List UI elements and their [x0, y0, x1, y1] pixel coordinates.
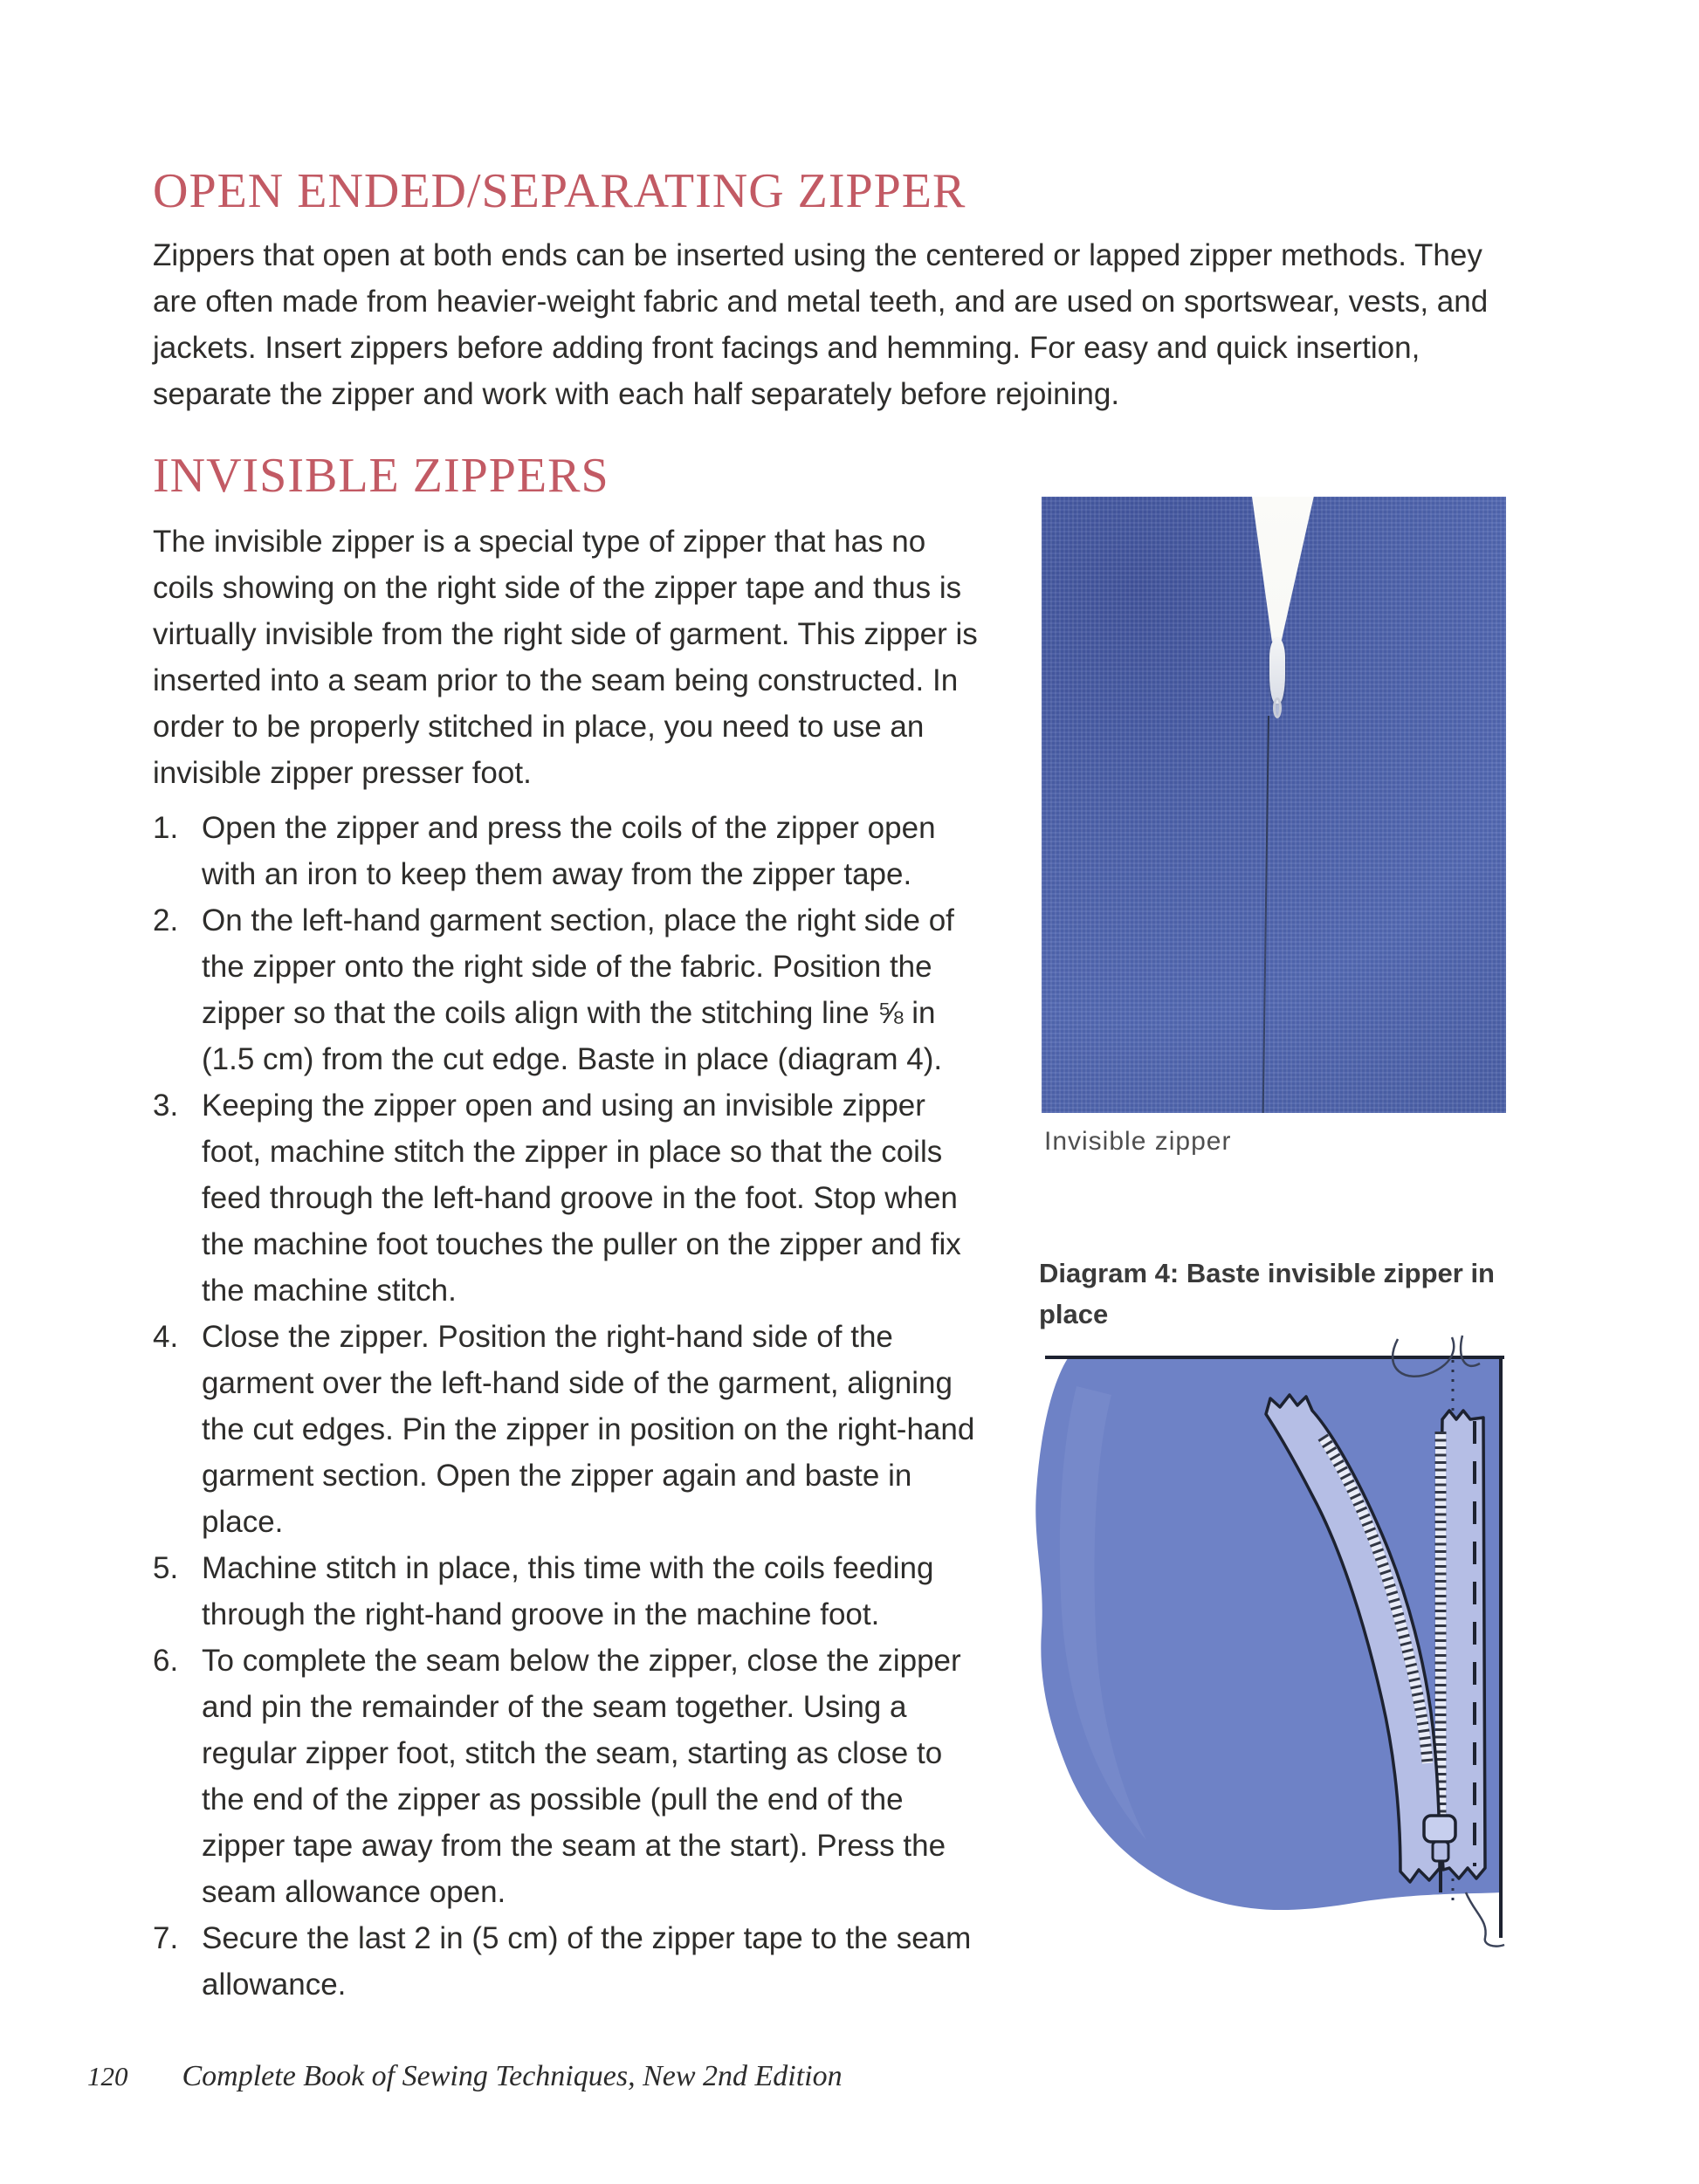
list-item [153, 1314, 995, 1545]
zipper-pull [1269, 638, 1285, 703]
step-text: Keeping the zipper open and using an invisible zipper foot, machine stitch the zipper in place so that the coils feed through the left-hand groove in the foot. Stop when the machine foot touches the puller on the zipper and fix the machine stitch. [202, 1089, 961, 1308]
zipper-pull-ring [1273, 697, 1282, 718]
step-number: 2. [153, 903, 179, 937]
section-title-open-ended: OPEN ENDED/SEPARATING ZIPPER [153, 164, 966, 218]
step-number: 1. [153, 811, 179, 845]
invisible-zipper-photo [1042, 497, 1506, 1113]
seam-line [1262, 716, 1269, 1113]
zipper-slider [1424, 1816, 1455, 1842]
step-text: Open the zipper and press the coils of the zipper open with an iron to keep them away from the zipper tape. [202, 811, 936, 891]
step-number: 7. [153, 1921, 179, 1955]
list-item [153, 897, 995, 1082]
step-text: Secure the last 2 in (5 cm) of the zipper tape to the seam allowance. [202, 1921, 972, 2002]
step-text: Machine stitch in place, this time with the coils feeding through the right-hand groove in the machine foot. [202, 1551, 934, 1631]
photo-caption: Invisible zipper [1044, 1127, 1232, 1156]
invisible-zippers-paragraph: The invisible zipper is a special type of zipper that has no coils showing on the right side of the zipper tape and thus is virtually invisible from the right side of garment. This zipper is inserted into a seam prior to the seam being constructed. In order to be properly stitched in place, you need to use an invisible zipper presser foot. [153, 525, 978, 790]
list-item [153, 1082, 995, 1314]
numbered-steps-list [153, 805, 995, 2008]
page-number: 120 [87, 2061, 128, 2091]
step-text: On the left-hand garment section, place the right side of the zipper onto the right side of the fabric. Position the zipper so that the coils align with the stitching line ⅝ in (1.5 cm) from the cut edge. Baste in place (diagram 4). [202, 903, 954, 1076]
open-ended-paragraph: Zippers that open at both ends can be inserted using the centered or lapped zipper methods. They are often made from heavier-weight fabric and metal teeth, and are used on sportswear, vests, and jackets. Insert zippers before adding front facings and hemming. For easy and quick insertion, separate the zipper and work with each half separately before rejoining. [153, 238, 1489, 411]
step-number: 4. [153, 1320, 179, 1354]
baste-invisible-zipper-diagram [1015, 1334, 1550, 1951]
step-number: 5. [153, 1551, 179, 1585]
zipper-tape-opening [1042, 497, 1506, 1113]
zipper-slider-pull [1433, 1842, 1448, 1861]
book-title: Complete Book of Sewing Techniques, New 2nd Edition [182, 2060, 843, 2092]
step-text: Close the zipper. Position the right-hand side of the garment over the left-hand side of the garment, aligning the cut edges. Pin the zipper in position on the right-hand garment section. Open the zipper again and baste in place. [202, 1320, 975, 1539]
list-item [153, 1638, 995, 1915]
diagram-label: Diagram 4: Baste invisible zipper in place [1039, 1258, 1495, 1329]
list-item [153, 805, 995, 897]
step-text: To complete the seam below the zipper, close the zipper and pin the remainder of the seam together. Using a regular zipper foot, stitch the seam, starting as close to the end of the zipper as possible (pull the end of the zipper tape away from the seam at the start). Press the seam allowance open. [202, 1644, 961, 1909]
right-zipper-tape [1440, 1411, 1485, 1878]
page-footer [87, 2060, 1135, 2093]
step-number: 3. [153, 1089, 179, 1123]
step-number: 6. [153, 1644, 179, 1678]
diagram-4-illustration [1015, 1334, 1550, 1951]
list-item [153, 1545, 995, 1638]
thread-bottom [1466, 1892, 1504, 1947]
section-title-invisible-zippers: INVISIBLE ZIPPERS [153, 449, 609, 503]
list-item [153, 1915, 995, 2008]
